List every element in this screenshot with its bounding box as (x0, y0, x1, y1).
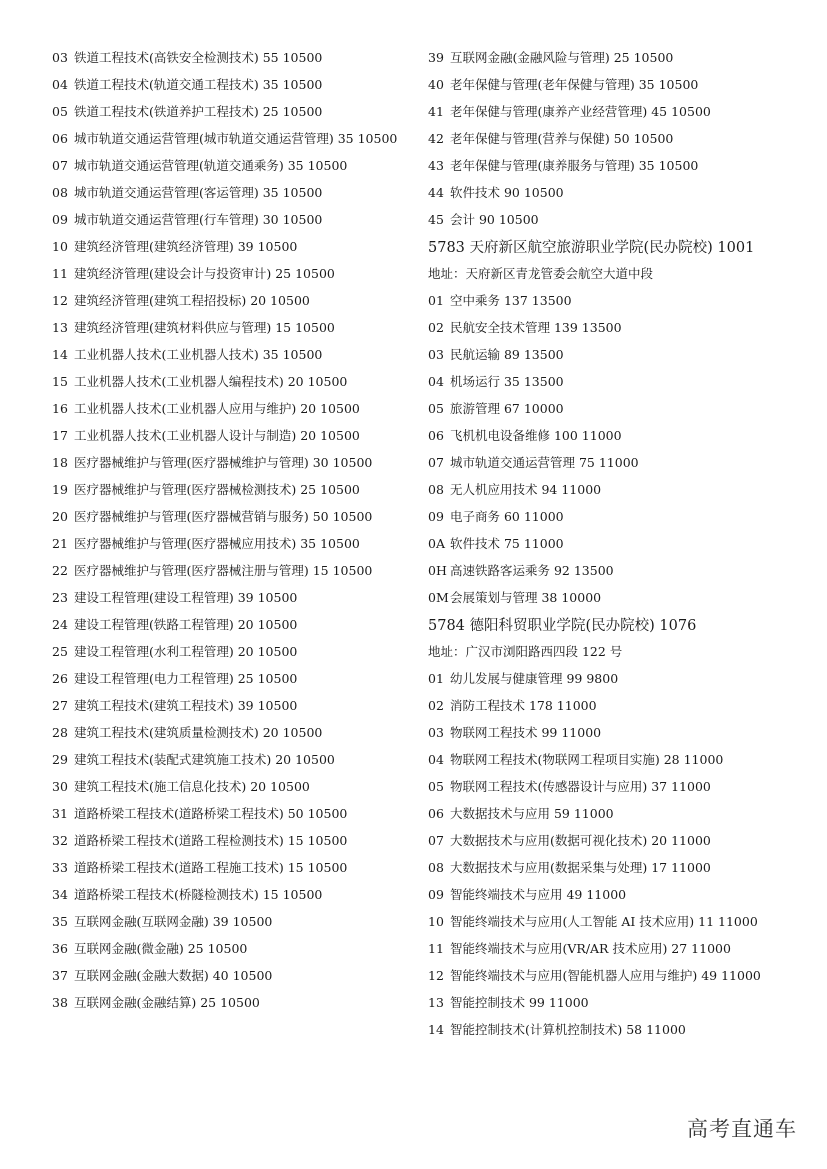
major-entry (428, 696, 780, 715)
major-entry (428, 858, 780, 877)
major-code: 27 (52, 698, 68, 713)
major-code: 43 (428, 158, 444, 173)
major-entry (52, 156, 404, 175)
major-code: 0A (428, 536, 445, 551)
major-entry (428, 291, 780, 310)
major-entry (428, 993, 780, 1012)
major-entry (428, 372, 780, 391)
major-text: 高速铁路客运乘务 92 13500 (450, 563, 614, 578)
right-column (428, 48, 780, 1047)
major-code: 09 (428, 509, 444, 524)
major-entry (52, 993, 404, 1012)
major-text: 老年保健与管理(康养服务与管理) 35 10500 (450, 158, 699, 173)
major-entry (428, 777, 780, 796)
major-entry (428, 912, 780, 931)
major-text: 道路桥梁工程技术(道路桥梁工程技术) 50 10500 (74, 806, 348, 821)
major-code: 06 (52, 131, 68, 146)
major-entry (428, 210, 780, 229)
major-text: 医疗器械维护与管理(医疗器械注册与管理) 15 10500 (74, 563, 373, 578)
major-text: 老年保健与管理(康养产业经营管理) 45 10500 (450, 104, 711, 119)
major-code: 23 (52, 590, 68, 605)
major-entry (428, 831, 780, 850)
major-entry (428, 885, 780, 904)
major-entry (52, 345, 404, 364)
major-entry (428, 804, 780, 823)
left-column (52, 48, 404, 1020)
major-code: 25 (52, 644, 68, 659)
major-entry (52, 237, 404, 256)
major-code: 19 (52, 482, 68, 497)
major-entry (428, 750, 780, 769)
major-text: 建筑工程技术(建筑质量检测技术) 20 10500 (74, 725, 323, 740)
major-text: 工业机器人技术(工业机器人应用与维护) 20 10500 (74, 401, 360, 416)
major-code: 14 (52, 347, 68, 362)
major-code: 17 (52, 428, 68, 443)
major-code: 0M (428, 590, 449, 605)
major-code: 37 (52, 968, 68, 983)
major-text: 幼儿发展与健康管理 99 9800 (450, 671, 619, 686)
major-text: 建筑工程技术(施工信息化技术) 20 10500 (74, 779, 310, 794)
major-entry (52, 426, 404, 445)
major-text: 建筑经济管理(建筑经济管理) 39 10500 (74, 239, 298, 254)
major-code: 39 (428, 50, 444, 65)
major-text: 道路桥梁工程技术(桥隧检测技术) 15 10500 (74, 887, 323, 902)
major-entry (52, 615, 404, 634)
major-entry (428, 561, 780, 580)
major-entry (52, 291, 404, 310)
major-entry (52, 183, 404, 202)
major-code: 12 (52, 293, 68, 308)
school-title-5783: 5783 天府新区航空旅游职业学院(民办院校) 1001 (428, 240, 755, 256)
major-entry (428, 48, 780, 67)
major-text: 物联网工程技术(物联网工程项目实施) 28 11000 (450, 752, 724, 767)
major-text: 软件技术 90 10500 (450, 185, 564, 200)
major-text: 电子商务 60 11000 (450, 509, 564, 524)
major-text: 建设工程管理(电力工程管理) 25 10500 (74, 671, 298, 686)
major-entry (52, 318, 404, 337)
major-text: 互联网金融(金融大数据) 40 10500 (74, 968, 273, 983)
major-code: 03 (428, 725, 444, 740)
major-code: 04 (52, 77, 68, 92)
major-text: 互联网金融(金融结算) 25 10500 (74, 995, 260, 1010)
major-entry (428, 129, 780, 148)
major-entry (52, 642, 404, 661)
major-list-5783 (428, 291, 780, 607)
major-entry (52, 507, 404, 526)
major-code: 11 (52, 266, 68, 281)
major-text: 智能终端技术与应用(智能机器人应用与维护) 49 11000 (450, 968, 761, 983)
major-text: 工业机器人技术(工业机器人技术) 35 10500 (74, 347, 323, 362)
major-code: 40 (428, 77, 444, 92)
watermark-text: 高考直通车 (687, 1117, 797, 1141)
major-code: 06 (428, 806, 444, 821)
major-entry (428, 75, 780, 94)
major-entry (428, 507, 780, 526)
major-text: 老年保健与管理(老年保健与管理) 35 10500 (450, 77, 699, 92)
major-code: 12 (428, 968, 444, 983)
major-code: 08 (428, 860, 444, 875)
major-text: 飞机机电设备维修 100 11000 (450, 428, 622, 443)
major-entry (52, 480, 404, 499)
major-code: 08 (52, 185, 68, 200)
major-text: 铁道工程技术(轨道交通工程技术) 35 10500 (74, 77, 323, 92)
major-code: 02 (428, 698, 444, 713)
major-text: 铁道工程技术(铁道养护工程技术) 25 10500 (74, 104, 323, 119)
major-code: 03 (52, 50, 68, 65)
major-text: 医疗器械维护与管理(医疗器械检测技术) 25 10500 (74, 482, 360, 497)
school-title-5784: 5784 德阳科贸职业学院(民办院校) 1076 (428, 618, 697, 634)
major-code: 14 (428, 1022, 444, 1037)
major-entry (52, 885, 404, 904)
major-code: 09 (428, 887, 444, 902)
major-text: 物联网工程技术 99 11000 (450, 725, 602, 740)
major-text: 智能控制技术 99 11000 (450, 995, 589, 1010)
major-code: 31 (52, 806, 68, 821)
major-code: 41 (428, 104, 444, 119)
major-entry (428, 480, 780, 499)
major-text: 医疗器械维护与管理(医疗器械营销与服务) 50 10500 (74, 509, 373, 524)
major-text: 民航安全技术管理 139 13500 (450, 320, 622, 335)
major-code: 38 (52, 995, 68, 1010)
major-code: 11 (428, 941, 444, 956)
major-text: 建设工程管理(水利工程管理) 20 10500 (74, 644, 298, 659)
major-text: 物联网工程技术(传感器设计与应用) 37 11000 (450, 779, 711, 794)
major-text: 旅游管理 67 10000 (450, 401, 564, 416)
major-code: 35 (52, 914, 68, 929)
major-text: 互联网金融(金融风险与管理) 25 10500 (450, 50, 674, 65)
major-text: 机场运行 35 13500 (450, 374, 564, 389)
major-entry (52, 372, 404, 391)
major-code: 07 (428, 833, 444, 848)
major-text: 建筑工程技术(装配式建筑施工技术) 20 10500 (74, 752, 335, 767)
major-code: 42 (428, 131, 444, 146)
major-code: 33 (52, 860, 68, 875)
major-entry (428, 426, 780, 445)
major-code: 18 (52, 455, 68, 470)
major-text: 空中乘务 137 13500 (450, 293, 572, 308)
major-entry (52, 696, 404, 715)
major-code: 44 (428, 185, 444, 200)
right-top-entries (428, 48, 780, 229)
major-entry (52, 669, 404, 688)
major-entry (428, 534, 780, 553)
major-entry (52, 75, 404, 94)
major-code: 30 (52, 779, 68, 794)
major-entry (52, 210, 404, 229)
major-entry (52, 129, 404, 148)
major-text: 建设工程管理(建设工程管理) 39 10500 (74, 590, 298, 605)
major-entry (428, 318, 780, 337)
major-list-5784 (428, 669, 780, 1039)
major-entry (428, 669, 780, 688)
major-text: 道路桥梁工程技术(道路工程施工技术) 15 10500 (74, 860, 348, 875)
major-code: 05 (428, 779, 444, 794)
major-entry (428, 102, 780, 121)
major-entry (52, 804, 404, 823)
major-text: 民航运输 89 13500 (450, 347, 564, 362)
major-code: 26 (52, 671, 68, 686)
major-code: 04 (428, 752, 444, 767)
major-entry (52, 588, 404, 607)
major-text: 会展策划与管理 38 10000 (450, 590, 602, 605)
major-entry (428, 1020, 780, 1039)
major-entry (52, 534, 404, 553)
major-code: 36 (52, 941, 68, 956)
major-text: 老年保健与管理(营养与保健) 50 10500 (450, 131, 674, 146)
major-text: 铁道工程技术(高铁安全检测技术) 55 10500 (74, 50, 323, 65)
major-text: 工业机器人技术(工业机器人编程技术) 20 10500 (74, 374, 348, 389)
major-code: 07 (428, 455, 444, 470)
major-text: 大数据技术与应用(数据可视化技术) 20 11000 (450, 833, 711, 848)
major-entry (428, 183, 780, 202)
major-code: 32 (52, 833, 68, 848)
major-entry (52, 750, 404, 769)
major-code: 05 (428, 401, 444, 416)
major-entry (52, 453, 404, 472)
school-address-5783: 地址：天府新区青龙管委会航空大道中段 (428, 266, 654, 281)
major-code: 06 (428, 428, 444, 443)
major-text: 会计 90 10500 (450, 212, 539, 227)
major-code: 34 (52, 887, 68, 902)
major-text: 城市轨道交通运营管理(轨道交通乘务) 35 10500 (74, 158, 348, 173)
major-entry (428, 399, 780, 418)
major-code: 16 (52, 401, 68, 416)
major-entry (52, 831, 404, 850)
major-entry (52, 912, 404, 931)
major-text: 城市轨道交通运营管理(行车管理) 30 10500 (74, 212, 323, 227)
major-code: 03 (428, 347, 444, 362)
major-text: 智能终端技术与应用 49 11000 (450, 887, 627, 902)
major-text: 消防工程技术 178 11000 (450, 698, 597, 713)
major-entry (52, 264, 404, 283)
major-code: 15 (52, 374, 68, 389)
major-entry (428, 966, 780, 985)
major-code: 09 (52, 212, 68, 227)
major-code: 0H (428, 563, 447, 578)
major-entry (52, 939, 404, 958)
major-text: 城市轨道交通运营管理 75 11000 (450, 455, 639, 470)
major-text: 智能终端技术与应用(人工智能 AI 技术应用) 11 11000 (450, 914, 758, 929)
major-text: 互联网金融(微金融) 25 10500 (74, 941, 248, 956)
major-text: 大数据技术与应用(数据采集与处理) 17 11000 (450, 860, 711, 875)
major-entry (428, 939, 780, 958)
major-text: 道路桥梁工程技术(道路工程检测技术) 15 10500 (74, 833, 348, 848)
major-text: 无人机应用技术 94 11000 (450, 482, 602, 497)
major-code: 05 (52, 104, 68, 119)
major-code: 45 (428, 212, 444, 227)
major-code: 29 (52, 752, 68, 767)
major-entry (52, 777, 404, 796)
major-text: 智能控制技术(计算机控制技术) 58 11000 (450, 1022, 686, 1037)
major-text: 城市轨道交通运营管理(城市轨道交通运营管理) 35 10500 (74, 131, 398, 146)
major-text: 城市轨道交通运营管理(客运管理) 35 10500 (74, 185, 323, 200)
major-text: 智能终端技术与应用(VR/AR 技术应用) 27 11000 (450, 941, 731, 956)
major-text: 建筑经济管理(建筑材料供应与管理) 15 10500 (74, 320, 335, 335)
major-code: 21 (52, 536, 68, 551)
major-text: 软件技术 75 11000 (450, 536, 564, 551)
major-code: 13 (52, 320, 68, 335)
major-code: 01 (428, 293, 444, 308)
major-text: 互联网金融(互联网金融) 39 10500 (74, 914, 273, 929)
major-entry (428, 723, 780, 742)
major-entry (428, 156, 780, 175)
major-entry (52, 561, 404, 580)
major-entry (52, 399, 404, 418)
major-text: 建设工程管理(铁路工程管理) 20 10500 (74, 617, 298, 632)
major-text: 医疗器械维护与管理(医疗器械应用技术) 35 10500 (74, 536, 360, 551)
major-entry (52, 966, 404, 985)
major-code: 10 (52, 239, 68, 254)
major-entry (428, 588, 780, 607)
major-entry (52, 102, 404, 121)
school-address-5784: 地址：广汉市浏阳路西四段 122 号 (428, 644, 623, 659)
major-text: 建筑经济管理(建筑工程招投标) 20 10500 (74, 293, 310, 308)
major-text: 建筑工程技术(建筑工程技术) 39 10500 (74, 698, 298, 713)
major-code: 10 (428, 914, 444, 929)
major-text: 医疗器械维护与管理(医疗器械维护与管理) 30 10500 (74, 455, 373, 470)
major-code: 22 (52, 563, 68, 578)
major-entry (52, 48, 404, 67)
major-code: 02 (428, 320, 444, 335)
major-entry (428, 453, 780, 472)
major-entry (52, 858, 404, 877)
major-code: 07 (52, 158, 68, 173)
major-text: 工业机器人技术(工业机器人设计与制造) 20 10500 (74, 428, 360, 443)
major-code: 08 (428, 482, 444, 497)
major-code: 20 (52, 509, 68, 524)
major-code: 28 (52, 725, 68, 740)
major-text: 大数据技术与应用 59 11000 (450, 806, 614, 821)
major-text: 建筑经济管理(建设会计与投资审计) 25 10500 (74, 266, 335, 281)
major-code: 24 (52, 617, 68, 632)
major-code: 01 (428, 671, 444, 686)
major-code: 04 (428, 374, 444, 389)
major-entry (428, 345, 780, 364)
major-entry (52, 723, 404, 742)
major-code: 13 (428, 995, 444, 1010)
